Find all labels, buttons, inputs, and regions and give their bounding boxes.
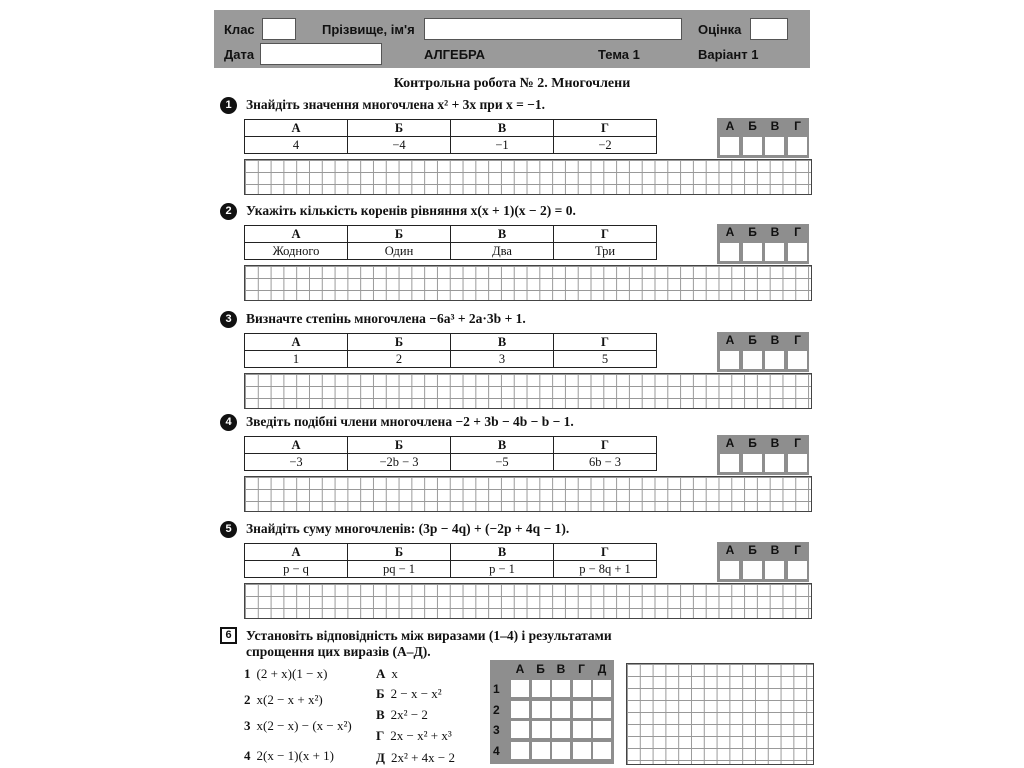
answer-checkbox[interactable] <box>765 351 784 369</box>
subject-label: АЛГЕБРА <box>424 47 485 62</box>
matrix-row-number: 2 <box>493 702 500 717</box>
answer-letter: Г <box>794 436 801 450</box>
option-value: pq − 1 <box>348 561 451 578</box>
option-value: 4 <box>245 137 348 154</box>
answer-letter: Б <box>748 333 757 347</box>
matrix-cell[interactable] <box>532 701 550 718</box>
option-value: Жодного <box>245 243 348 260</box>
option-value: p − q <box>245 561 348 578</box>
date-label: Дата <box>224 47 255 62</box>
matrix-col-letter: В <box>556 662 566 676</box>
question-1-answer-box <box>717 118 809 158</box>
answer-letter: А <box>725 436 735 450</box>
expression-text: x(2 − x) − (x − x²) <box>256 718 352 733</box>
result-text: 2x² − 2 <box>390 707 428 722</box>
answer-letter: А <box>725 119 735 133</box>
result-1 <box>376 666 398 682</box>
matrix-cell[interactable] <box>511 721 529 738</box>
result-letter: В <box>376 707 385 722</box>
option-letter: Г <box>554 437 657 454</box>
result-5 <box>376 750 455 766</box>
answer-letter: В <box>770 436 780 450</box>
option-value: −4 <box>348 137 451 154</box>
question-4-number: 4 <box>220 414 237 431</box>
matrix-cell[interactable] <box>573 701 591 718</box>
page-title: Контрольна робота № 2. Многочлени <box>393 76 631 91</box>
topic-label: Тема 1 <box>598 47 640 62</box>
answer-letter: А <box>725 543 735 557</box>
expression-4 <box>244 748 334 764</box>
result-text: 2x² + 4x − 2 <box>390 750 456 765</box>
question-5-options-table <box>244 543 657 578</box>
result-3 <box>376 707 428 723</box>
matrix-cell[interactable] <box>573 721 591 738</box>
matrix-cell[interactable] <box>511 701 529 718</box>
answer-letter: Б <box>748 119 757 133</box>
expression-3 <box>244 718 352 734</box>
option-letter: В <box>451 544 554 561</box>
question-6-text-line2: спрощення цих виразів (А–Д). <box>246 644 431 659</box>
option-letter: В <box>451 437 554 454</box>
result-letter: Г <box>376 728 385 743</box>
matrix-cell[interactable] <box>532 721 550 738</box>
option-letter: В <box>451 120 554 137</box>
expression-text: 2(x − 1)(x + 1) <box>256 748 334 763</box>
answer-checkbox[interactable] <box>743 561 762 579</box>
question-5-text: Знайдіть суму многочленів: (3p − 4q) + (−2p + 4q − 1). <box>246 521 570 536</box>
option-letter: Г <box>554 120 657 137</box>
question-3-work-grid[interactable] <box>244 373 812 409</box>
matrix-cell[interactable] <box>511 680 529 697</box>
option-value: 3 <box>451 351 554 368</box>
question-3-options-table <box>244 333 657 368</box>
matrix-col-letter: Б <box>536 662 545 676</box>
option-letter: Г <box>554 334 657 351</box>
answer-checkbox[interactable] <box>743 351 762 369</box>
option-letter: Б <box>348 334 451 351</box>
class-label: Клас <box>224 22 255 37</box>
option-value: −2 <box>554 137 657 154</box>
answer-checkbox[interactable] <box>765 561 784 579</box>
matrix-cell[interactable] <box>593 680 611 697</box>
expression-1 <box>244 666 327 682</box>
question-2-text: Укажіть кількість коренів рівняння x(x + 1)(x − 2) = 0. <box>246 203 576 218</box>
matrix-cell[interactable] <box>593 742 611 759</box>
option-value: −5 <box>451 454 554 471</box>
result-letter: Б <box>376 686 385 701</box>
option-value: 6b − 3 <box>554 454 657 471</box>
option-letter: Г <box>554 544 657 561</box>
answer-letter: Г <box>794 543 801 557</box>
answer-letter: Б <box>748 436 757 450</box>
matrix-cell[interactable] <box>573 742 591 759</box>
matrix-row-number: 4 <box>493 743 500 758</box>
option-letter: А <box>245 226 348 243</box>
answer-letter: В <box>770 543 780 557</box>
matrix-row-number: 3 <box>493 723 500 737</box>
matrix-cell[interactable] <box>552 721 570 738</box>
question-3-text: Визначте степінь многочлена −6a³ + 2a·3b + 1. <box>246 311 526 326</box>
grade-label: Оцінка <box>698 22 742 37</box>
question-4-answer-box <box>717 435 809 475</box>
matrix-cell[interactable] <box>593 701 611 718</box>
answer-checkbox[interactable] <box>743 137 762 155</box>
answer-checkbox[interactable] <box>720 137 739 155</box>
question-5-work-grid[interactable] <box>244 583 812 619</box>
matrix-cell[interactable] <box>532 742 550 759</box>
question-1-number: 1 <box>220 97 237 114</box>
matrix-cell[interactable] <box>511 742 529 759</box>
answer-letter: Г <box>794 119 801 133</box>
option-letter: А <box>245 334 348 351</box>
option-value: Один <box>348 243 451 260</box>
result-text: x <box>391 666 398 681</box>
expression-number: 4 <box>244 748 251 763</box>
question-1-work-grid[interactable] <box>244 159 812 195</box>
answer-checkbox[interactable] <box>765 137 784 155</box>
expression-text: (2 + x)(1 − x) <box>256 666 328 681</box>
option-letter: Б <box>348 226 451 243</box>
option-letter: А <box>245 544 348 561</box>
answer-letter: Б <box>748 543 757 557</box>
matching-answer-matrix <box>490 660 614 764</box>
matrix-col-letter: Г <box>578 662 585 676</box>
result-letter: Д <box>376 750 385 765</box>
option-value: −3 <box>245 454 348 471</box>
answer-checkbox[interactable] <box>720 243 739 261</box>
question-5-answer-box <box>717 542 809 582</box>
answer-letter: А <box>725 333 735 347</box>
answer-checkbox[interactable] <box>720 454 739 472</box>
result-text: 2x − x² + x³ <box>390 728 452 743</box>
result-4 <box>376 728 452 744</box>
name-field[interactable] <box>424 18 682 40</box>
question-2-number: 2 <box>220 203 237 220</box>
option-value: 1 <box>245 351 348 368</box>
matrix-col-letter: А <box>515 662 525 676</box>
name-label: Прізвище, ім'я <box>322 22 415 37</box>
question-6-number: 6 <box>220 627 237 644</box>
option-letter: А <box>245 437 348 454</box>
option-letter: Б <box>348 437 451 454</box>
question-2-work-grid[interactable] <box>244 265 812 301</box>
expression-2 <box>244 692 323 708</box>
option-letter: А <box>245 120 348 137</box>
answer-letter: В <box>770 225 780 239</box>
option-value: Три <box>554 243 657 260</box>
option-letter: Г <box>554 226 657 243</box>
answer-letter: В <box>770 333 780 347</box>
option-value: 2 <box>348 351 451 368</box>
option-value: 5 <box>554 351 657 368</box>
result-2 <box>376 686 442 702</box>
answer-checkbox[interactable] <box>788 351 807 369</box>
answer-checkbox[interactable] <box>765 243 784 261</box>
answer-checkbox[interactable] <box>788 454 807 472</box>
option-value: −2b − 3 <box>348 454 451 471</box>
question-2-answer-box <box>717 224 809 264</box>
header-bar <box>214 10 810 68</box>
matrix-row-number: 1 <box>493 682 500 696</box>
question-1-options-table <box>244 119 657 154</box>
option-value: p − 1 <box>451 561 554 578</box>
answer-letter: Г <box>794 333 801 347</box>
answer-letter: Г <box>794 225 801 239</box>
date-field[interactable] <box>260 43 382 65</box>
question-5-number: 5 <box>220 521 237 538</box>
expression-number: 1 <box>244 666 251 681</box>
option-value: Два <box>451 243 554 260</box>
option-letter: В <box>451 226 554 243</box>
expression-number: 3 <box>244 718 251 733</box>
matrix-cell[interactable] <box>552 742 570 759</box>
matrix-cell[interactable] <box>552 680 570 697</box>
answer-checkbox[interactable] <box>788 243 807 261</box>
question-6-work-grid[interactable] <box>626 663 814 765</box>
matrix-cell[interactable] <box>552 701 570 718</box>
question-1-text: Знайдіть значення многочлена x² + 3x при x = −1. <box>246 97 545 112</box>
question-2-options-table <box>244 225 657 260</box>
class-field[interactable] <box>262 18 296 40</box>
option-letter: Б <box>348 544 451 561</box>
answer-letter: В <box>770 119 780 133</box>
question-6-text-line1: Установіть відповідність між виразами (1–4) і результатами <box>246 628 612 643</box>
answer-checkbox[interactable] <box>788 561 807 579</box>
answer-checkbox[interactable] <box>788 137 807 155</box>
question-4-text: Зведіть подібні члени многочлена −2 + 3b − 4b − b − 1. <box>246 414 574 429</box>
option-value: −1 <box>451 137 554 154</box>
answer-letter: А <box>725 225 735 239</box>
expression-number: 2 <box>244 692 251 707</box>
question-4-options-table <box>244 436 657 471</box>
expression-text: x(2 − x + x²) <box>256 692 323 707</box>
answer-letter: Б <box>748 225 757 239</box>
grade-field[interactable] <box>750 18 788 40</box>
result-text: 2 − x − x² <box>390 686 442 701</box>
question-3-number: 3 <box>220 311 237 328</box>
matrix-cell[interactable] <box>573 680 591 697</box>
variant-label: Варіант 1 <box>698 47 759 62</box>
answer-checkbox[interactable] <box>765 454 784 472</box>
option-letter: Б <box>348 120 451 137</box>
question-3-answer-box <box>717 332 809 372</box>
option-value: p − 8q + 1 <box>554 561 657 578</box>
matrix-cell[interactable] <box>593 721 611 738</box>
result-letter: А <box>376 666 386 681</box>
answer-checkbox[interactable] <box>743 454 762 472</box>
question-4-work-grid[interactable] <box>244 476 812 512</box>
answer-checkbox[interactable] <box>720 561 739 579</box>
matrix-cell[interactable] <box>532 680 550 697</box>
answer-checkbox[interactable] <box>720 351 739 369</box>
answer-checkbox[interactable] <box>743 243 762 261</box>
option-letter: В <box>451 334 554 351</box>
matrix-col-letter: Д <box>597 662 607 676</box>
